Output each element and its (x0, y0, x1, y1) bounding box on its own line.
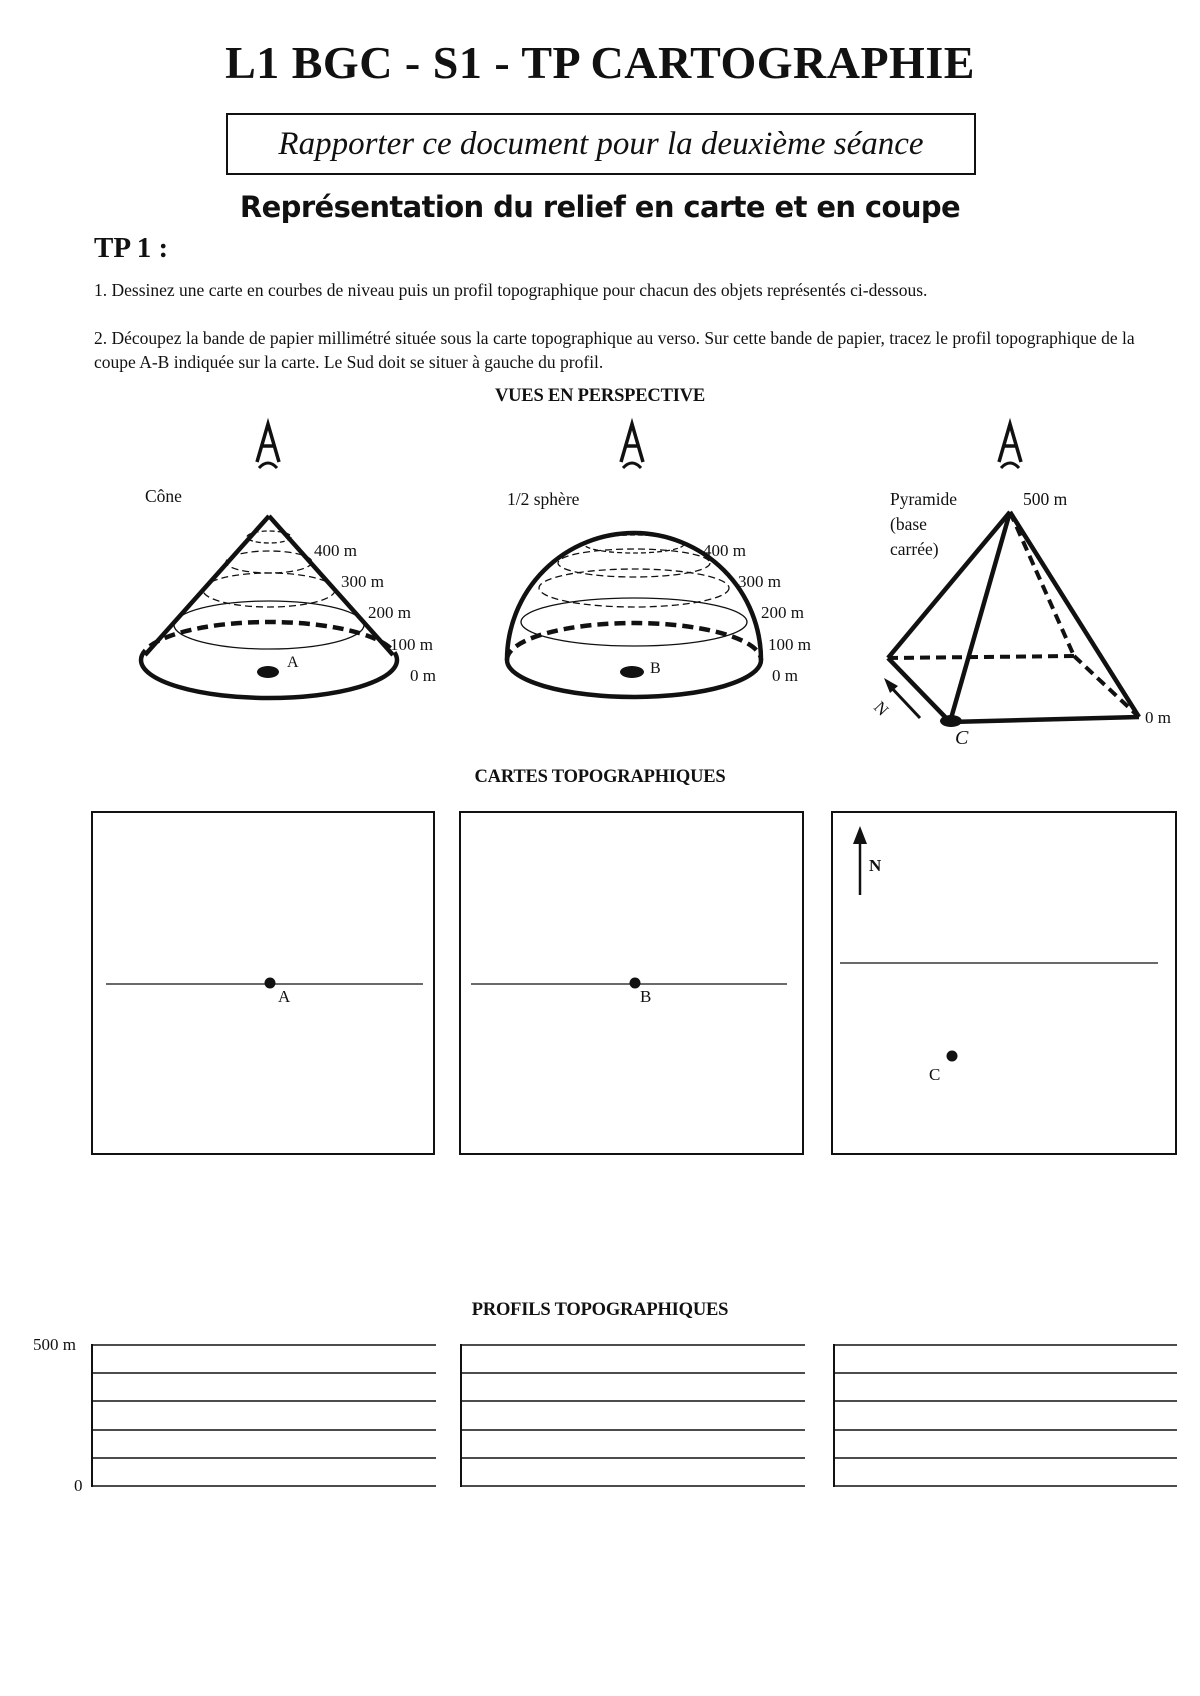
pyramid-point-label: C (955, 727, 969, 749)
pyramid-name-line-2: (base (890, 514, 927, 534)
pyramid-name-line-1: Pyramide (890, 489, 958, 509)
map-c-point-label: C (929, 1065, 941, 1084)
cone-level-0: 0 m (410, 666, 436, 685)
sphere-level-0: 0 m (772, 666, 798, 685)
section-title-perspective: VUES EN PERSPECTIVE (494, 386, 706, 406)
cone-level-200: 200 m (368, 603, 411, 622)
cone-figure (141, 486, 436, 698)
instruction-1: 1. Dessinez une carte en courbes de niveau puis un profil topographique pour chacun des objets représentés ci-dessous. (94, 280, 928, 300)
profile-grid-pyramid[interactable] (833, 1344, 1177, 1488)
notice-box (226, 113, 976, 175)
page-title: L1 BGC - S1 - TP CARTOGRAPHIE (225, 37, 975, 88)
sphere-level-400: 400 m (703, 541, 746, 560)
sphere-name: 1/2 sphère (507, 489, 580, 509)
sphere-level-100: 100 m (768, 635, 811, 654)
eye-icon-cone (257, 424, 279, 468)
map-frame-cone[interactable] (91, 811, 435, 1155)
profile-y-min-label: 0 (74, 1476, 83, 1495)
tp-label: TP 1 : (94, 232, 169, 264)
profile-grid-cone[interactable] (91, 1344, 436, 1488)
notice-text: Rapporter ce document pour la deuxième séance (278, 125, 924, 162)
profile-grid-sphere[interactable] (460, 1344, 805, 1488)
pyramid-figure (870, 489, 1171, 749)
eye-icon-pyramid (999, 424, 1021, 468)
pyramid-base-level: 0 m (1145, 708, 1171, 727)
section-title-maps: CARTES TOPOGRAPHIQUES (474, 767, 726, 787)
perspective-figures (0, 410, 1200, 750)
profile-y-max-label: 500 m (33, 1335, 76, 1354)
subtitle: Représentation du relief en carte et en coupe (239, 190, 961, 224)
map-b-point-label: B (640, 987, 652, 1006)
cone-point-label: A (287, 654, 299, 671)
instruction-2: 2. Découpez la bande de papier millimétré située sous la carte topographique au verso. Sur cette bande de papier, tracez le profil topographique de la coupe A-B indiquée sur la carte. Le Sud doit se situer à gauche du profil. (94, 328, 1135, 372)
map-frame-sphere[interactable] (459, 811, 804, 1155)
map-frame-pyramid[interactable] (831, 811, 1177, 1155)
pyramid-top-level: 500 m (1023, 489, 1068, 509)
cone-name: Cône (145, 486, 182, 506)
cone-level-400: 400 m (314, 541, 357, 560)
north-arrow-icon (853, 826, 867, 895)
map-b-point-marker (630, 978, 641, 989)
sphere-figure (507, 489, 811, 697)
eye-icon-sphere (621, 424, 643, 468)
map-c-north-label: N (869, 856, 882, 875)
cone-level-100: 100 m (390, 635, 433, 654)
section-title-profiles: PROFILS TOPOGRAPHIQUES (471, 1300, 729, 1320)
sphere-level-300: 300 m (738, 572, 781, 591)
sphere-point-label: B (650, 660, 661, 677)
pyramid-name-line-3: carrée) (890, 539, 939, 559)
map-a-point-label: A (278, 987, 291, 1006)
pyramid-north-label: N (870, 697, 893, 720)
map-c-point-marker (947, 1051, 958, 1062)
sphere-level-200: 200 m (761, 603, 804, 622)
cone-level-300: 300 m (341, 572, 384, 591)
map-a-point-marker (265, 978, 276, 989)
